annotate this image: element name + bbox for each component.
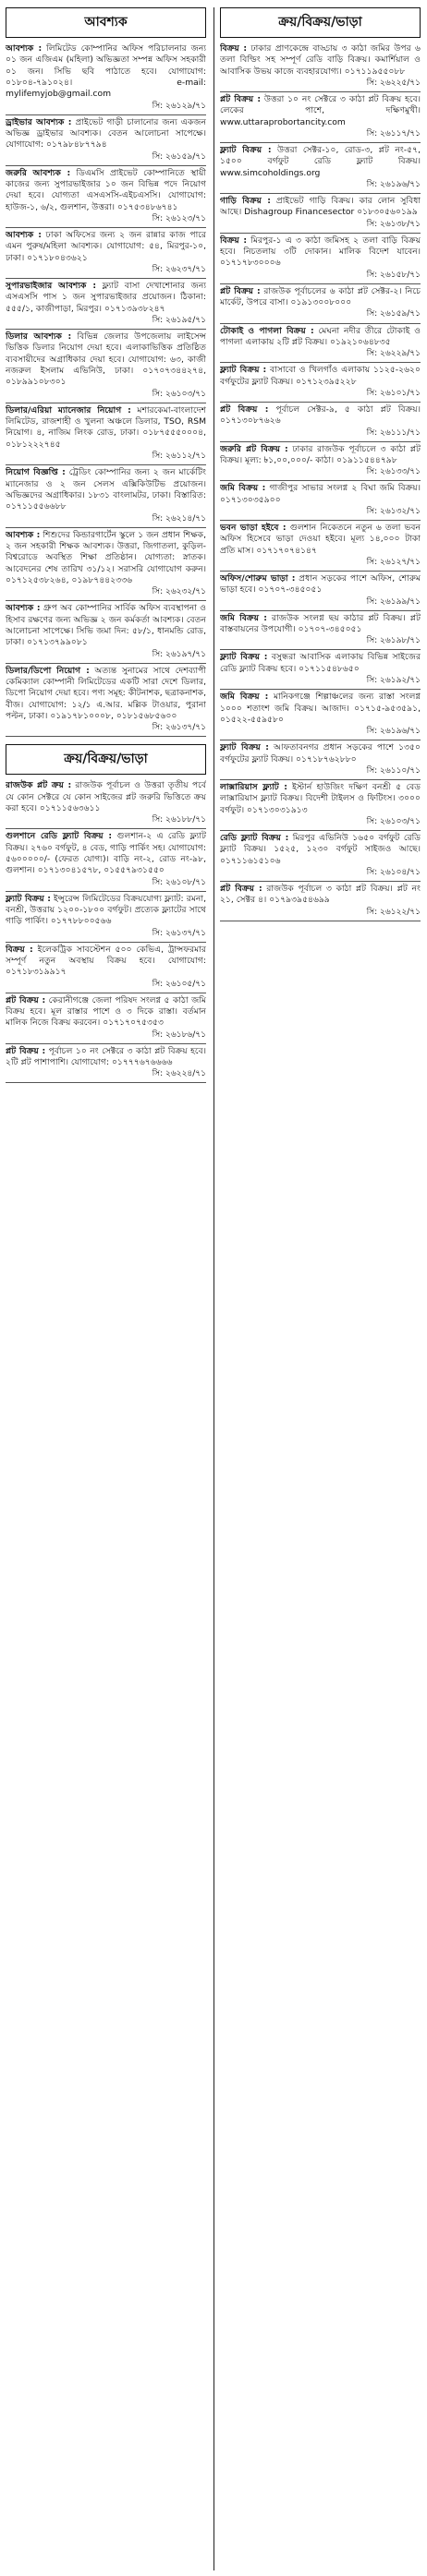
ad-code: সি: ২৬১০৮/৭১ [152, 877, 206, 887]
ad-heading: আবশ্যক : [6, 529, 41, 540]
classified-ad [220, 521, 421, 572]
ad-code: সি: ২৬১৯৬/৭১ [366, 727, 421, 737]
classified-ad [6, 1044, 206, 1084]
ad-body: আফতাবনগর প্রধান সড়কের পাশে ১৩৫০ বর্গফুটের ফ্ল্যাট বিক্রয়। ০১৭১৮৭৬২৮৮০ [220, 742, 421, 764]
ad-body: ঢাকার রাজউক পূর্বাচলে ৩ কাঠা প্লট বিক্রয়। মূল্য: ৳১,০০,০০০/- কাঠা। ০১৯১১৫৪৪৭৯৮ [220, 443, 421, 465]
ad-body: উত্তরা ১০ নং সেক্টরে ৩ কাঠা প্লট বিক্রয় হবে। লেকের পাশে, দক্ষিণমুখী। www.uttaraprobortancity.com [220, 94, 421, 127]
ad-code: সি: ২৬১৫৮/৭১ [366, 270, 421, 280]
ad-heading: জরুরি আবশ্যক : [6, 167, 71, 178]
classified-ad [6, 528, 206, 602]
ad-heading: আবশ্যক : [6, 603, 41, 614]
classified-ad [220, 481, 421, 521]
classified-ad [6, 892, 206, 943]
ad-body: বাসাবো ও খিলগাঁও এলাকায় ১১২৫-২৬২০ বর্গফুটের ফ্ল্যাট বিক্রয়। ০১৭১২৩৯৫২২৮ [220, 365, 421, 387]
ad-body: ট্রেডিং কোম্পানির জন্য ২ জন মার্কেটিং ম্যানেজার ও ২ জন সেলস এক্সিকিউটিভ প্রয়োজন। অভিজ্ঞদের অগ্রাধিকার। ১৮৩১ বাংলামটর, ঢাকা। বিস্তারিত: ০১৭১১৫৫৬৬৮৮ [6, 467, 206, 512]
ad-heading: ডিলার আবশ্যক : [6, 331, 72, 343]
ad-heading: বিক্রয় : [6, 944, 33, 955]
ad-body: অত্যন্ত সুনামের সাথে দেশব্যাপী কেমিক্যাল কোম্পানী লিমিটেডের একটি সারা দেশে ডিলার, ডিপো নিয়োগ দেয়া হবে। পণ্য সমূহ: কীটনাশক, ছত্রাকনাশক, বীজ। যোগাযোগ: ১২/১ এ.আর. মল্লিক টাওয়ার, পুরানা পল্টন, ঢাকা। ০১৯১৭৮১০০০৮, ০১৮১৫৬৮৫৬০০ [6, 665, 206, 721]
classified-ad [220, 442, 421, 482]
ad-heading: ডিলার/ডিপো নিয়োগ : [6, 665, 90, 676]
ad-body: বসুন্ধরা আবাসিক এলাকায় বিভিন্ন সাইজের রেডি ফ্ল্যাট বিক্রয় হবে। ০১৭১১৫৪৮৬৫০ [220, 652, 421, 674]
ad-body: রাজউক সংলগ্ন ছয় কাঠার প্লট বিক্রয়। প্লট বাস্তবায়নের উপযোগী। ০১৭০৭-৩৪৫০৫১ [220, 612, 421, 635]
ad-heading: ফ্ল্যাট বিক্রয় : [220, 365, 267, 376]
ad-code: সি: ২৬১৩৭/৭১ [152, 928, 206, 938]
ad-body: গুলশান-২ এ রেডি ফ্ল্যাট বিক্রয়। ২৭৬০ বর্গফুট, ৪ বেড, গাড়ি পার্কিং সহ। যোগাযোগ: ৫৬০০০০০/- (ফেরত যোগ্য)। বাড়ি নং-২, রোড নং-৯৮, গুলশান। ০১৭১৩০৪১৫৭৮, ০১৫৫৭৯৩১৫৫০ [6, 831, 206, 876]
classified-ad [220, 284, 421, 324]
classified-ad [6, 993, 206, 1044]
left-column [6, 7, 206, 2570]
ad-heading: বিক্রয় : [220, 235, 248, 246]
ad-body: মিরপুর-১ এ ৩ কাঠা জমিসহ ২ তলা বাড়ি বিক্রয় হবে। নিচতলায় ৩টি দোকান। মালিক বিদেশ যাবেন। ০১৭১৭৮৩০০০৬ [220, 235, 421, 269]
ad-body: কেরানীগঞ্জে জেলা পরিষদ সংলগ্ন ৫ কাঠা জমি বিক্রয় হবে। মূল রাস্তার পাশে ও ৩ দিকে রাস্তা। বর্তমান মালিক নিজে বিক্রয় করবেন। ০১৭১৭০৭৫৩৫৩ [6, 994, 206, 1029]
ad-body: প্রধান সড়কের পাশে অফিস, শোরুম ভাড়া হবে। ০১৭০৭-৩৪৫০৫১ [220, 573, 421, 596]
ad-code: সি: ২৬১৩৭/৭১ [152, 723, 206, 733]
section-header-wanted: আবশ্যক [6, 7, 206, 38]
ad-heading: ডিলার/এরিয়া ম্যানেজার নিয়োগ : [6, 404, 131, 415]
ad-code: সি: ২৬২২৪/৭১ [152, 1069, 206, 1079]
ad-body: শিশুদের কিন্ডারগার্টেন স্কুলে ১ জন প্রধান শিক্ষক, ২ জন সহকারী শিক্ষক আবশ্যক। উত্তরা, জিগাতলা, কুড়িল-বিশ্বরোডে অবস্থিত শিক্ষা প্রতিষ্ঠান। যোগ্যতা: স্নাতক। আবেদনের শেষ তারিখ ৩১/১২। সরাসরি যোগাযোগ করুন। ০১৭১২৫৩৮২৬৪, ০১৯৮৭৪৪২৩৩৬ [6, 529, 206, 585]
classified-ad [220, 611, 421, 651]
classified-ad [220, 194, 421, 234]
ad-body: বিভিন্ন জেলার উপজেলায় লাইসেন্স ভিত্তিক ডিলার নিয়োগ দেয়া হবে। এলাকাভিত্তিক প্রতিষ্ঠিত ব্যবসায়ীদের অগ্রাধিকার দেয়া হবে। যোগাযোগ: ৬৩, কাজী নজরুল ইসলাম এভিনিউ, ঢাকা। ০১৭০৭৩৪৪২৭৪, ০১৮৯৯১০৮৩০১ [6, 331, 206, 388]
ad-code: সি: ২৬১১৭/৭১ [366, 129, 421, 139]
right-column [220, 7, 421, 2570]
ad-heading: ভবন ভাড়া হইবে : [220, 523, 287, 534]
ad-heading: জমি বিক্রয় : [220, 483, 266, 494]
classified-ad [6, 330, 206, 403]
ad-code: সি: ২৬১২২/৭১ [366, 907, 421, 917]
ad-body: মানিকগঞ্জে শিল্পাঞ্চলের জন্য রাস্তা সংলগ্ন ১০০০ শতাংশ জমি বিক্রয়। আজাদ। ০১৭১৫-৯৫৩৫৯১, ০১৫২২-৫৫৯৫৮০ [220, 692, 421, 725]
ad-body: মশারকেমা-বাংলাদেশ লিমিটেড, রাজশাহী ও খুলনা অঞ্চলে ডিলার, TSO, RSM নিয়োগ। ৪, নাজিম লিংক রোড, ঢাকা। ০১৮৭৫৫৫০০০৪, ০১৮১২২২৭৪৫ [6, 404, 206, 450]
section-header-buy-sell-rent-left: ক্রয়/বিক্রয়/ভাড়া [6, 744, 206, 775]
classified-ad [6, 778, 206, 829]
classified-ad [220, 403, 421, 442]
ad-code: সি: ২৬১৮৬/৭১ [152, 1029, 206, 1040]
section-header-buy-sell-rent: ক্রয়/বিক্রয়/ভাড়া [220, 7, 421, 38]
ad-code: সি: ২৬১৫৯/৭১ [366, 309, 421, 319]
classified-ad [6, 279, 206, 330]
ad-body: গাজীপুর সাভার সংলগ্ন ২ বিঘা জমি বিক্রয়। ০১৭১৩০৩৫৯০০ [220, 483, 421, 505]
wanted-ads-list [6, 42, 206, 737]
ad-code: সি: ২৬২২৯/৭১ [366, 349, 421, 359]
classified-ad [220, 363, 421, 403]
ad-heading: গুলশানে রেডি ফ্ল্যাট বিক্রয় : [6, 831, 113, 842]
ad-body: ঢাকার প্রাণকেন্দ্রে বাড্ডায় ৩ কাঠা জমির উপর ৬ তলা বিল্ডিং সহ সম্পূর্ণ রেডি বাড়ি বিক্রয়। কমার্শিয়াল ও আবাসিক উভয় কাজে ব্যবহারযোগ্য। ০১৭১১৯৫৫০৮৮ [220, 43, 421, 77]
ad-code: সি: ২৬১১১/৭১ [366, 427, 421, 438]
ad-body: ইলেকট্রিক সাবস্টেশন ৫০০ কেভিএ, ট্রান্সফরমার সম্পূর্ণ নতুন অবস্থায় বিক্রয় হবে। যোগাযোগ: ০১৭১৮৩১৯৯১৭ [6, 944, 206, 978]
ad-heading: নিয়োগ বিজ্ঞপ্তি : [6, 467, 66, 478]
ad-code: সি: ২৬১৩৩/৭১ [366, 467, 421, 477]
classified-ad [220, 882, 421, 921]
sale-ads-list-right [220, 42, 421, 921]
ad-body: ইস্টার্ন হাউজিং দক্ষিণ বনশ্রী ৫ বেড লাক্সারিয়াস ফ্ল্যাট বিক্রয়। বিদেশী টাইলস ও ফিটিংস। ৩০০০ বর্গফুট। ০১৭১৩০৩১৯১৩ [220, 781, 421, 815]
ad-body: প্রাইভেট গাড়ি বিক্রয়। কার লোন সুবিধা আছে। Dishagroup Financesector ০১৮৩০৫৬০১৯৯ [220, 196, 421, 218]
ad-heading: প্লট বিক্রয় : [6, 1045, 46, 1056]
classified-ad [220, 650, 421, 690]
ad-body: ইন্সুরেন্স লিমিটেডের বিক্রয়যোগ্য ফ্ল্যাট: রমনা, বনশ্রী, উত্তরায় ১২০০-১৮০০ বর্গফুট। প্রত্যেক ফ্ল্যাটের সাথে গাড়ি পার্কিং। ০১৭৭৮৮০০৫৬৬ [6, 893, 206, 927]
ad-code: সি: ২৬১১০/৭১ [366, 765, 421, 776]
ad-code: সি: ২৬১৯৭/৭১ [152, 649, 206, 659]
ad-code: সি: ২৬২১৪/৭১ [152, 513, 206, 524]
classified-ad [6, 166, 206, 228]
classified-ad [220, 42, 421, 92]
ad-body: উত্তরা সেক্টর-১০, রোড-৩, প্লট নং-৫৭, ১৫০০ বর্গফুট রেডি ফ্ল্যাট বিক্রয়। www.simcoholdings.org [220, 145, 421, 178]
ad-heading: সুপারভাইজার আবশ্যক : [6, 281, 96, 292]
ad-code: সি: ২৬১০৫/৭১ [152, 979, 206, 989]
ad-code: সি: ২৬১৮৮/৭১ [152, 815, 206, 825]
ad-code: সি: ২৬১২৯/৭১ [152, 101, 206, 111]
ad-heading: গাড়ি বিক্রয় : [220, 196, 271, 207]
classified-ad [220, 740, 421, 780]
classified-ad [220, 572, 421, 611]
classified-ad [6, 943, 206, 993]
ad-code: সি: ২৬১২৭/৭১ [366, 558, 421, 568]
ad-body: রাজউক পূর্বাচলের ৬ কাঠা প্লট সেক্টর-২। নিচে মার্কেট, উপরে বাসা। ০১৯১৩০০৮০০০ [220, 285, 421, 308]
classified-ad [6, 228, 206, 279]
classified-ad [6, 829, 206, 891]
ad-code: সি: ২৬১৯৮/৭১ [366, 636, 421, 646]
classified-ad [220, 143, 421, 194]
ad-body: ফ্ল্যাট বাসা দেখাশোনার জন্য এসএসসি পাস ১ জন সুপারভাইজার প্রয়োজন। ঠিকানা: ৫৫৫/১, কাজীপাড়া, মিরপুর। ০১৭১৩৯৩৮২৪৭ [6, 281, 206, 314]
ad-heading: ফ্ল্যাট বিক্রয় : [6, 893, 51, 904]
ad-heading: রেডি ফ্ল্যাট বিক্রয় : [220, 832, 289, 843]
classified-ad [6, 42, 206, 115]
ad-heading: বিক্রয় : [220, 43, 248, 54]
ad-heading: প্লট বিক্রয় : [220, 883, 262, 894]
ad-heading: জরুরি প্লট বিক্রয় : [220, 443, 288, 454]
ad-heading: রাজউক প্লট ক্রয় : [6, 780, 72, 791]
ad-code: সি: ২৬১৩৮/৭১ [366, 219, 421, 229]
ad-code: সি: ২৬১১২/৭১ [152, 451, 206, 462]
classified-ad [220, 690, 421, 740]
ad-body: প্রাইভেট গাড়ী চালানোর জন্য একজন অভিজ্ঞ ড্রাইভার আবশ্যক। বেতন আলোচনা সাপেক্ষে। যোগাযোগ: ০১৭৯৮৪৮৭৭৯৪ [6, 116, 206, 150]
ad-code: সি: ২৬১৯৯/৭১ [366, 596, 421, 607]
classified-ad [220, 234, 421, 284]
sale-ads-list-left [6, 778, 206, 1083]
ad-code: সি: ২৬২৩৭/৭১ [152, 265, 206, 275]
ad-body: ঢাকা অফিসের জন্য ২ জন রান্নার কাজ পারে এমন পুরুষ/মহিলা আবশ্যক। যোগাযোগ: ৫৪, মিরপুর-১০, ঢাকা। ০১৭১৮০৪৩৬২১ [6, 230, 206, 263]
ad-code: সি: ২৬১০১/৭১ [366, 388, 421, 398]
classified-ad [220, 324, 421, 364]
ad-heading: প্লট বিক্রয় : [220, 94, 261, 105]
ad-heading: আবশ্যক : [6, 230, 42, 241]
ad-heading: প্লট বিক্রয় : [6, 994, 46, 1005]
ad-heading: আবশ্যক : [6, 43, 43, 54]
ad-body: পূর্বাচল ১০ নং সেক্টরে ৩ কাঠা প্লট বিক্রয় হবে। ২টি প্লট পাশাপাশি। যোগাযোগ: ০১৭৭৭৬৭৬৬৬৬ [6, 1045, 206, 1068]
ad-code: সি: ২৬২২৫/৭১ [366, 78, 421, 88]
ad-heading: ফ্ল্যাট বিক্রয় : [220, 742, 269, 753]
classified-ad [6, 403, 206, 465]
classified-ad [6, 115, 206, 166]
ad-heading: প্লট বিক্রয় : [220, 403, 269, 415]
ad-body: ডিএমসি প্রাইভেট কোম্পানিতে স্থায়ী কাজের জন্য সুপারভাইজার ১০ জন বিভিন্ন পদে নিয়োগ দেয়া হবে। যোগ্যতা এসএসসি-এইচএসসি। যোগাযোগ: হাউজ-১, ৬/২, গুলশান, উত্তরা। ০১৭৫৩৪৮৬৭৪১ [6, 167, 206, 212]
ad-code: সি: ২৬১০৪/৭১ [366, 867, 421, 877]
ad-code: সি: ২৬১০৩/৭১ [366, 816, 421, 826]
ad-code: সি: ২৬১৫৯/৭১ [152, 151, 206, 162]
classified-ad [220, 92, 421, 143]
ad-body: পূর্বাচল সেক্টর-৯, ৫ কাঠা প্লট বিক্রয়। ০১৭১৩০৮৭৬২৬ [220, 403, 421, 427]
ad-heading: অফিস/শোরুম ভাড়া : [220, 573, 296, 584]
ad-code: সি: ২৬১৯৫/৭১ [152, 316, 206, 326]
ad-body: লিমিটেড কোম্পানির অফিস পরিচালনার জন্য ০১ জন এজিএম (মহিলা) অভিজ্ঞতা সম্পন্ন অফিস সহকারী ০১ জন। সিভি ছবি পাঠাতে হবে। যোগাযোগ: ০১৮০৪-৭৯১০২৪। e-mail: mylifemyjob@gmail.com [6, 43, 206, 100]
ad-heading: ফ্ল্যাট বিক্রয় : [220, 145, 272, 156]
ad-heading: জমি বিক্রয় : [220, 612, 267, 623]
ad-heading: লাক্সারিয়াস ফ্ল্যাট : [220, 781, 287, 792]
classified-ad [6, 664, 206, 738]
ad-code: সি: ২৬১০৩/৭১ [152, 389, 206, 399]
ad-code: সি: ২৬২৩২/৭১ [152, 587, 206, 597]
ad-heading: টোকাই ও পাগলা বিক্রয় : [220, 325, 314, 336]
ad-body: গ্রুপ অব কোম্পানির সার্বিক অফিস ব্যবস্থাপনা ও হিসাব রক্ষণের জন্য অভিজ্ঞ ২ জন কর্মকর্তা আবশ্যক। বেতন আলোচনা সাপেক্ষে। সিভি জমা দিন: ৫৮/১, ধানমন্ডি রোড, ঢাকা। ০১৭১৩৭৯৯০৮১ [6, 603, 206, 648]
ad-heading: ফ্ল্যাট বিক্রয় : [220, 652, 268, 663]
ad-body: রাজউক পূর্বাচল ৩ কাঠা প্লট বিক্রয়। প্লট নং ২১, সেক্টর ৪। ০১৭৯৩৯৫৪৬৯৯ [220, 883, 421, 906]
ad-heading: প্লট বিক্রয় : [220, 285, 261, 296]
classified-ad [6, 465, 206, 527]
ad-code: সি: ২৬১৩২/৭১ [366, 507, 421, 516]
ad-heading: জমি বিক্রয় : [220, 692, 269, 703]
ad-code: সি: ২৬১৯২/৭১ [366, 676, 421, 686]
ad-body: মেঘনা নদীর তীরে টোকাই ও পাগলা এলাকায় ২টি প্লট বিক্রয়। ০১৯২১০৬৪৮৩৫ [220, 325, 421, 347]
ad-code: সি: ২৬১৯৬/৭১ [366, 180, 421, 190]
classified-ad [6, 601, 206, 663]
ad-body: গুলশান নিকেতনে নতুন ৬ তলা ভবন অফিস হিসেবে ভাড়া দেওয়া হইবে। মূল্য ১৪,০০০ টাকা প্রতি মাস। ০১৭১৭০৭৪১৪৭ [220, 523, 421, 556]
ad-body: মিরপুর এভিনিউ ১৬৫০ বর্গফুট রেডি ফ্ল্যাট বিক্রয়। ১৫২৫, ১২৩০ বর্গফুট সাইজও আছে। ০১৭১১৬১৫১০৬ [220, 832, 421, 866]
classified-ad [220, 831, 421, 882]
ad-body: রাজউক পূর্বাচল ও উত্তরা তৃতীয় পর্বে যে কোন সেক্টরে যে কোন সাইজের প্লট জরুরি ভিত্তিতে ক্রয় করা হবে। ০১৭১১৫৬৩৬১১ [6, 780, 206, 813]
ad-code: সি: ২৬১২৩/৭১ [152, 214, 206, 224]
classified-ad [220, 780, 421, 831]
ad-heading: ড্রাইভার আবশ্যক : [6, 116, 72, 127]
